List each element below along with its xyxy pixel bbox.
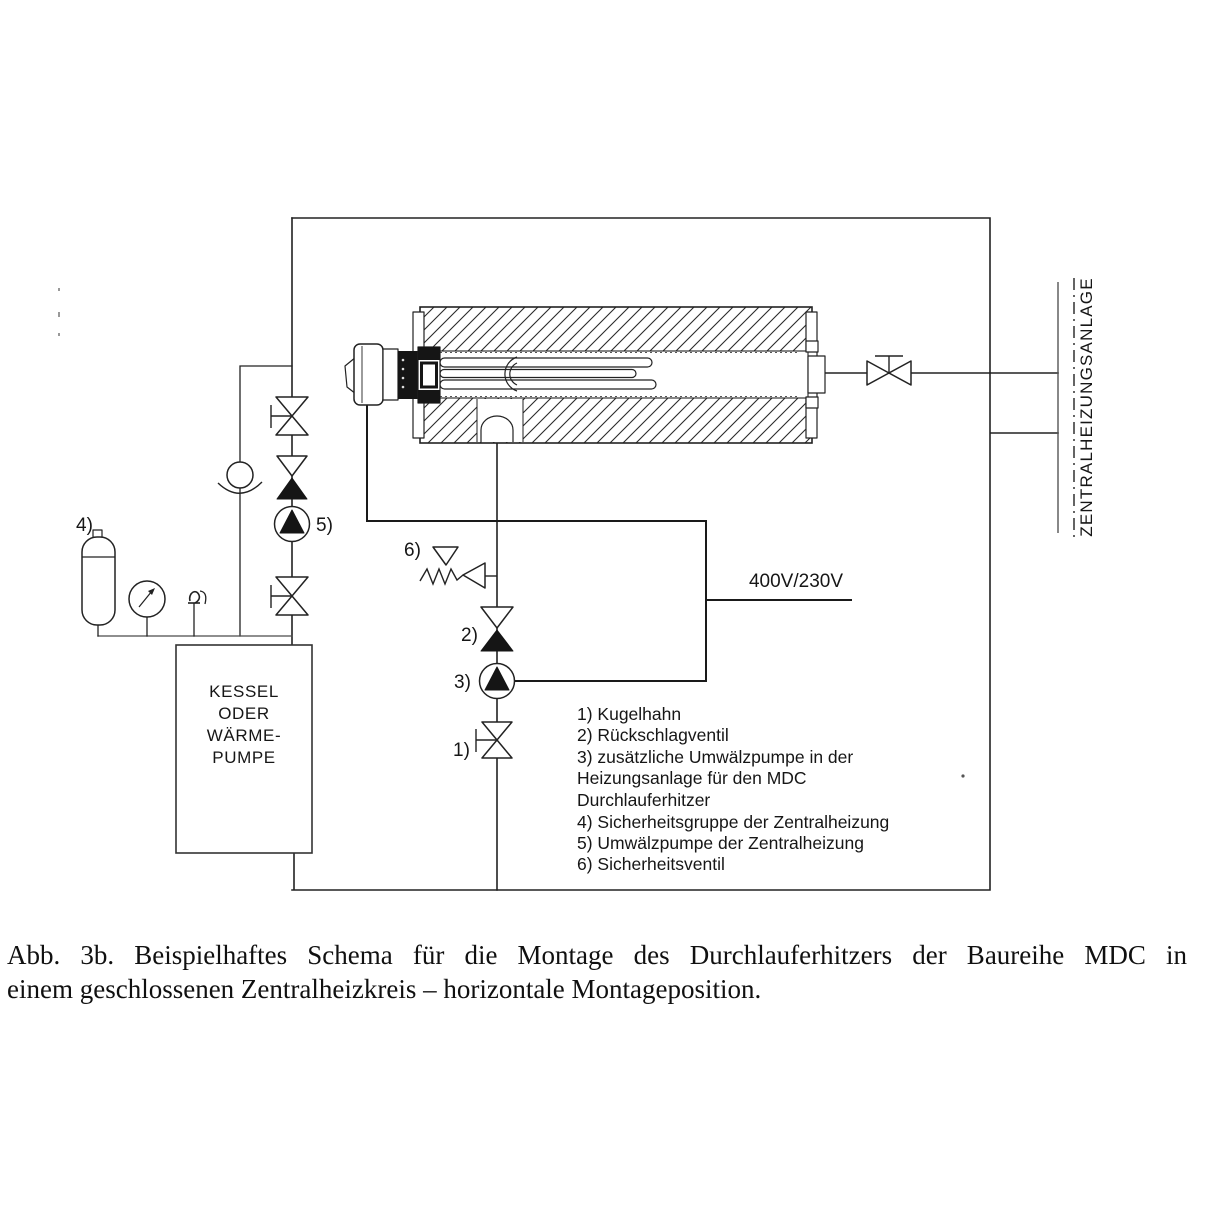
legend-line-7: 5) Umwälzpumpe der Zentralheizung [577, 833, 864, 853]
ball-valve-1 [476, 722, 512, 758]
legend-line-8: 6) Sicherheitsventil [577, 854, 725, 874]
heater-outlet-fitting [806, 341, 825, 408]
expansion-vessel [82, 530, 115, 625]
outlet-ball-valve [867, 356, 911, 385]
heater-connection-head [345, 344, 440, 405]
circulation-pump-3 [480, 664, 515, 699]
boiler-label-line3: WÄRME- [206, 726, 282, 745]
legend-line-3: 3) zusätzliche Umwälzpumpe in der [577, 747, 854, 767]
circulation-pump-5 [275, 507, 310, 542]
legend-line-4: Heizungsanlage für den MDC [577, 768, 807, 788]
safety-valve-6 [420, 547, 497, 588]
caption-line-1: Abb. 3b. Beispielhaftes Schema für die Montage des Durchlauferhitzers der Baureihe MDC in [7, 940, 1187, 970]
legend-line-1: 1) Kugelhahn [577, 704, 682, 724]
legend-line-2: 2) Rückschlagventil [577, 725, 729, 745]
figure-caption [7, 938, 1187, 1006]
ball-valve-lower [271, 577, 308, 615]
callout-5: 5) [316, 515, 333, 536]
ball-valve-upper [271, 397, 308, 435]
callout-6: 6) [404, 540, 421, 561]
boiler-label-line4: PUMPE [212, 748, 276, 767]
callout-1: 1) [453, 740, 470, 761]
check-valve-upper [277, 456, 307, 499]
callout-4: 4) [76, 515, 93, 536]
callout-2: 2) [461, 625, 478, 646]
callout-3: 3) [454, 672, 471, 693]
power-supply-label: 400V/230V [748, 571, 844, 592]
legend [577, 704, 889, 874]
boiler-label-line1: KESSEL [209, 682, 279, 701]
caption-line-2: einem geschlossenen Zentralheizkreis – horizontale Montageposition. [7, 974, 762, 1004]
drain-funnel-symbol [218, 462, 262, 493]
heating-element [440, 357, 656, 391]
heater-bottom-port [477, 399, 523, 442]
central-heating-label: ZENTRALHEIZUNGSANLAGE [1077, 277, 1096, 537]
legend-line-5: Durchlauferhitzer [577, 790, 711, 810]
air-vent [188, 591, 206, 604]
pressure-gauge [129, 581, 165, 617]
heater-unit [345, 307, 825, 443]
boiler-label-line2: ODER [218, 704, 270, 723]
legend-line-6: 4) Sicherheitsgruppe der Zentralheizung [577, 812, 890, 832]
